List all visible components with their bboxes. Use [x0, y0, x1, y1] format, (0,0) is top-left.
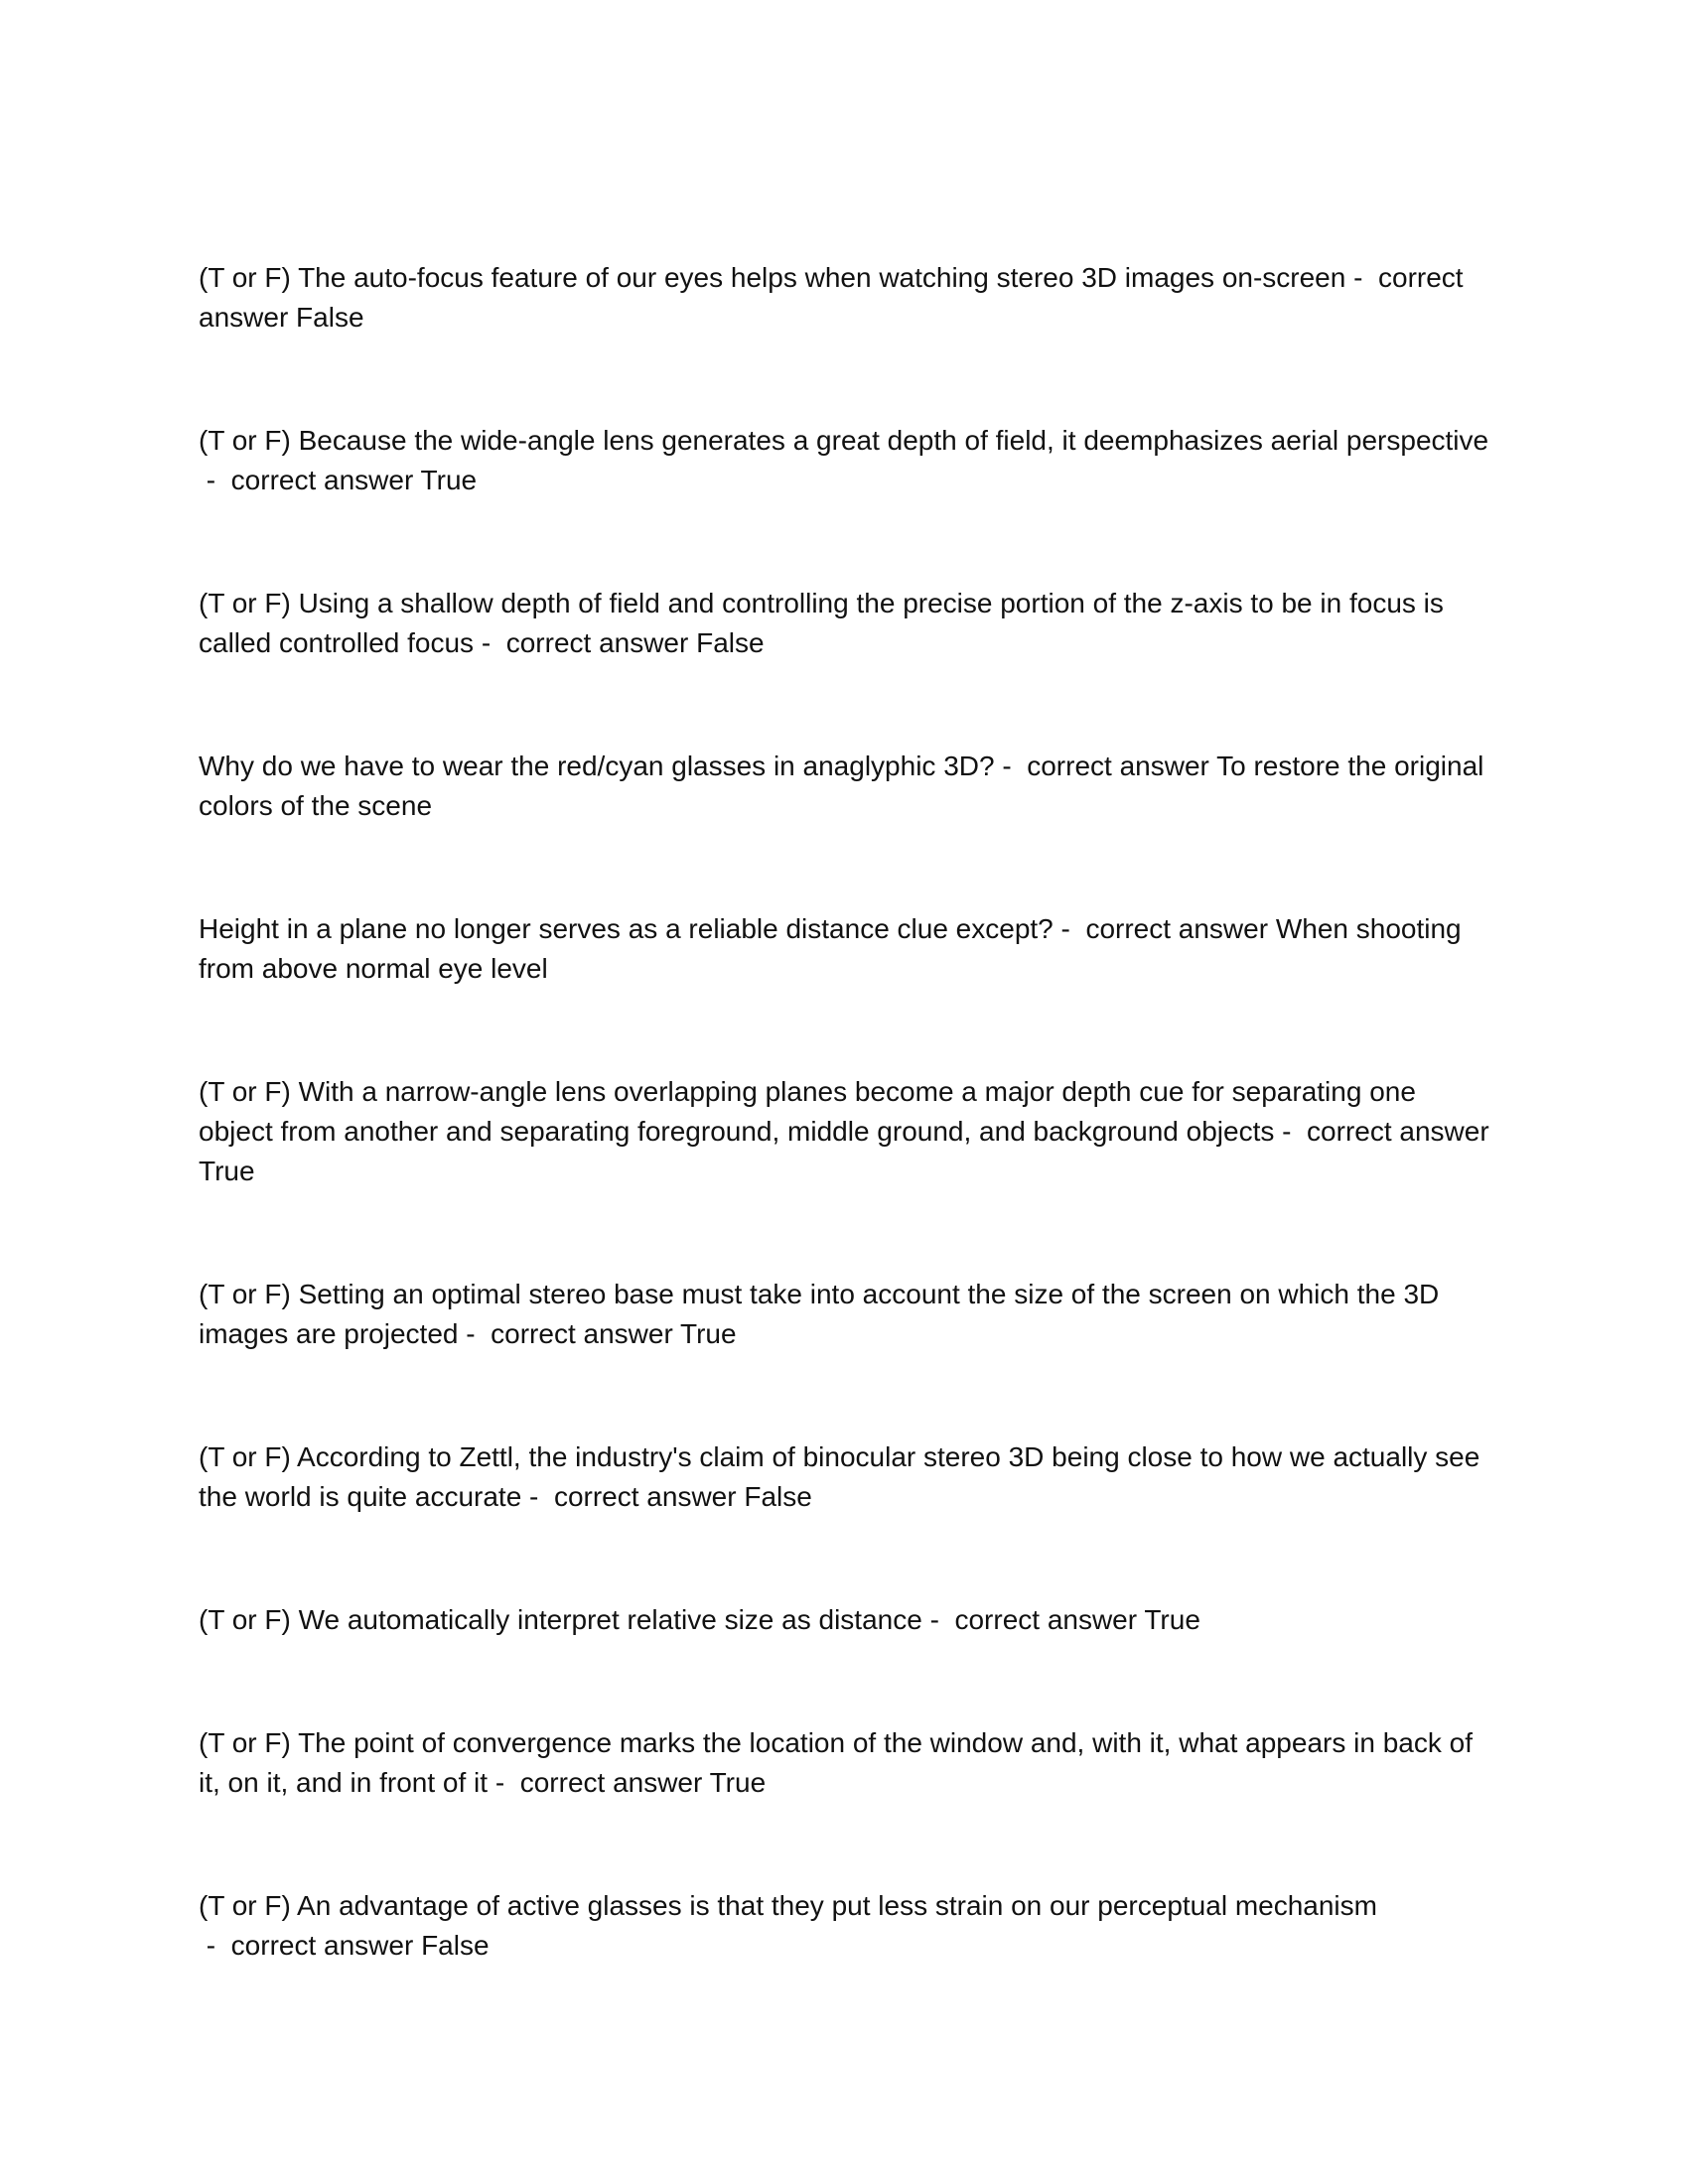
question-text: (T or F) The point of convergence marks the location of the window and, with it, what appears in back of it, on it, and in front of it	[199, 1727, 1473, 1798]
answer-text: correct answer False	[199, 262, 1464, 333]
separator: -	[1274, 1116, 1308, 1147]
answer-text: correct answer False	[553, 1481, 812, 1512]
answer-text: correct answer To restore the original colors of the scene	[199, 751, 1484, 821]
answer-text: correct answer True	[491, 1318, 737, 1349]
separator: -	[199, 1930, 231, 1961]
qa-item	[199, 584, 1489, 663]
qa-item	[199, 421, 1489, 500]
qa-item	[199, 1072, 1489, 1191]
separator: -	[994, 751, 1028, 781]
separator: -	[199, 465, 231, 495]
answer-text: correct answer True	[199, 1116, 1489, 1186]
question-text: (T or F) An advantage of active glasses is that they put less strain on our perceptual mechanism	[199, 1890, 1377, 1921]
separator: -	[458, 1318, 492, 1349]
qa-item	[199, 1600, 1489, 1640]
qa-item	[199, 1275, 1489, 1354]
separator: -	[521, 1481, 554, 1512]
question-text: (T or F) We automatically interpret relative size as distance	[199, 1604, 922, 1635]
qa-item	[199, 909, 1489, 989]
qa-list	[199, 258, 1489, 1966]
separator: -	[474, 627, 506, 658]
qa-item	[199, 1437, 1489, 1517]
question-text: (T or F) Setting an optimal stereo base must take into account the size of the screen on which the 3D images are projected	[199, 1279, 1440, 1349]
answer-text: correct answer True	[954, 1604, 1200, 1635]
answer-text: correct answer True	[519, 1767, 767, 1798]
question-text: (T or F) Because the wide-angle lens generates a great depth of field, it deemphasizes aerial perspective	[199, 425, 1489, 456]
qa-item	[199, 1886, 1489, 1966]
question-text: (T or F) Using a shallow depth of field and controlling the precise portion of the z-axis to be in focus is called controlled focus	[199, 588, 1444, 658]
separator: -	[1345, 262, 1378, 293]
separator: -	[921, 1604, 955, 1635]
question-text: (T or F) According to Zettl, the industry's claim of binocular stereo 3D being close to how we actually see the world is quite accurate	[199, 1441, 1480, 1512]
qa-item	[199, 258, 1489, 338]
qa-item	[199, 1723, 1489, 1803]
question-text: (T or F) With a narrow-angle lens overlapping planes become a major depth cue for separating one object from another and separating foreground, middle ground, and background objects	[199, 1076, 1416, 1147]
answer-text: correct answer True	[230, 465, 478, 495]
answer-text: correct answer False	[230, 1930, 490, 1961]
separator: -	[1053, 913, 1086, 944]
qa-item	[199, 747, 1489, 826]
question-text: Why do we have to wear the red/cyan glasses in anaglyphic 3D?	[199, 751, 995, 781]
separator: -	[488, 1767, 520, 1798]
question-text: Height in a plane no longer serves as a reliable distance clue except?	[199, 913, 1054, 944]
answer-text: correct answer False	[505, 627, 765, 658]
answer-text: correct answer When shooting from above normal eye level	[199, 913, 1462, 984]
question-text: (T or F) The auto-focus feature of our eyes helps when watching stereo 3D images on-screen	[199, 262, 1346, 293]
